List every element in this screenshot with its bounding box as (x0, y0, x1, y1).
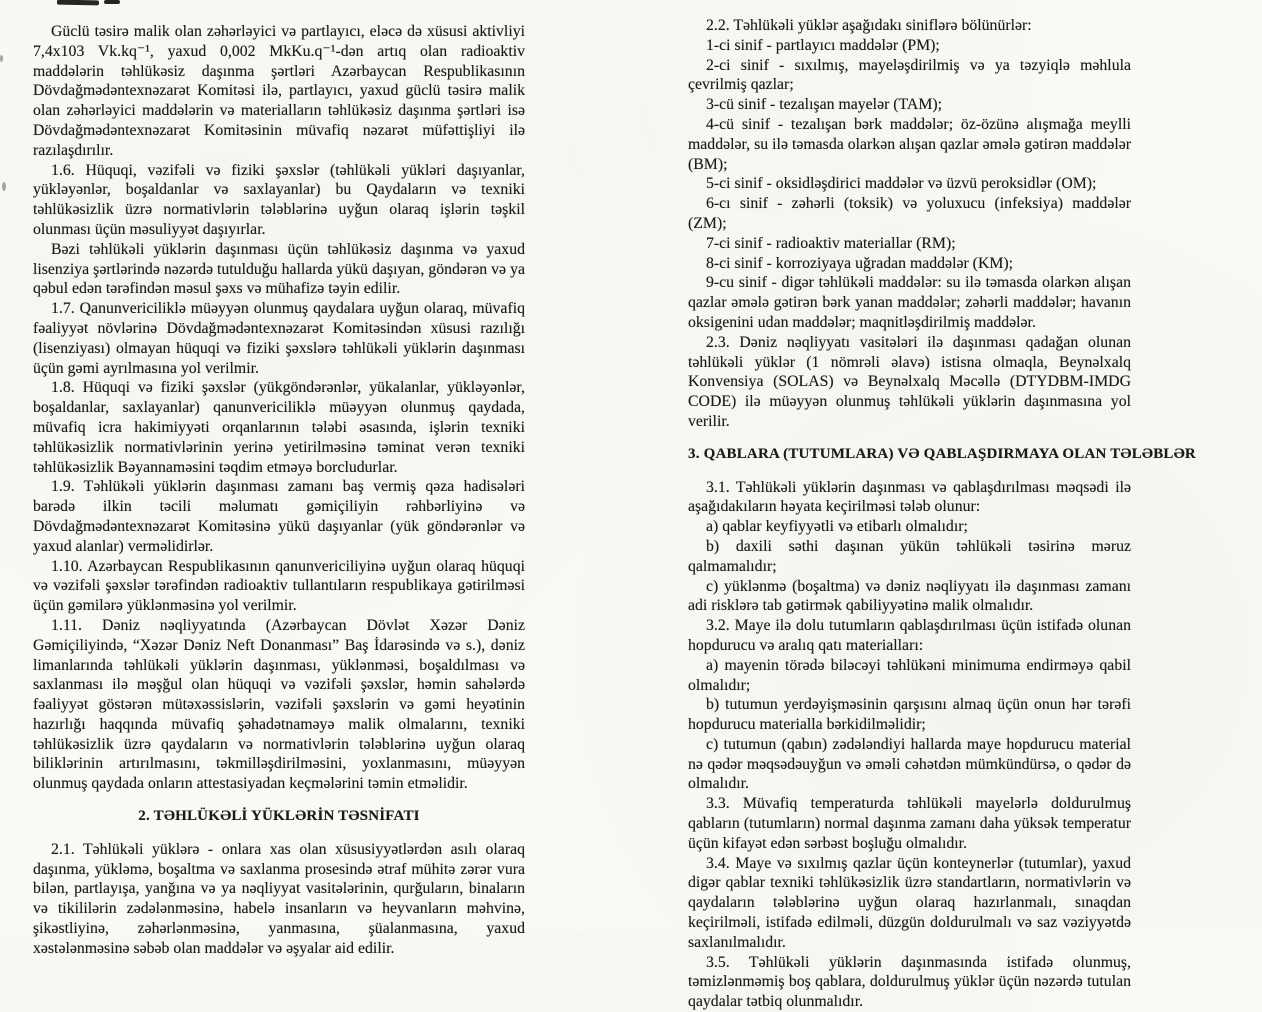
clause-3-1-b: b) daxili səthi daşınan yükün təhlükəli təsirinə məruz qalmamalıdır; (688, 537, 1131, 575)
paragraph-bezi: Bəzi təhlükəli yüklərin daşınması üçün təhlükəsiz daşınma və yaxud lisenziya şərtlərində nəzərdə tutulduğu hallarda yükü daşıyan, göndərən və ya qəbul edən tərəfindən məsul şəxs və mühafizə təyin edilir. (33, 240, 525, 298)
clause-3-2-a: a) mayenin törədə biləcəyi təhlükəni minimuma endirməyə qabil olmalıdır; (688, 656, 1131, 694)
clause-2-3: 2.3. Dəniz nəqliyyatı vasitələri ilə daşınması qadağan olunan təhlükəli yüklər (1 nömrəli əlavə) istisna olmaqla, Beynəlxalq Konvensiya (SOLAS) və Beynəlxalq Məcəllə (DTYDBM-IMDG CODE) ilə müəyyən olunmuş təhlükəli yüklərin daşınmasına yol verilir. (688, 333, 1131, 430)
class-item-9: 9-cu sinif - digər təhlükəli maddələr: su ilə təmasda olarkən alışan qazlar əmələ gətirən bərk yanan maddələr; zəhərli maddələr; havanın oksigenini udan maddələr; maqnitləşdirilmiş maddələr. (688, 274, 1131, 331)
section-heading-3: 3. QABLARA (TUTUMLARA) VƏ QABLAŞDIRMAYA OLAN TƏLƏBLƏR (688, 445, 1196, 462)
right-page-column (688, 16, 1196, 1012)
scan-speck (2, 182, 6, 191)
class-item-5: 5-ci sinif - oksidləşdirici maddələr və üzvü peroksidlər (OM); (706, 175, 1097, 193)
clause-3-2-b: b) tutumun yerdəyişməsinin qarşısını almaq üçün onun hər tərəfi hopdurucu materialla bərkidilməlidir; (688, 696, 1131, 734)
clause-2-1: 2.1. Təhlükəli yüklərə - onlara xas olan xüsusiyyətlərdən asılı olaraq daşınma, yükləmə, boşaltma və saxlanma prosesində ətraf mühitə zərər vura bilən, partlayışa, yanğına və ya nəqliyyat vasitələrinin, qurğuların, binaların və tikililərin zədələnməsinə, habelə insanların və heyvanların məhvinə, şikəstliyinə, zəhərlənməsinə, yanmasına, şüalanmasına, yaxud xəstələnməsinə səbəb olan maddələr və əşyalar aid edilir. (33, 840, 525, 957)
clause-3-2: 3.2. Maye ilə dolu tutumların qablaşdırılması üçün istifadə olunan hopdurucu və aralıq qatı materialları: (688, 617, 1131, 654)
clause-3-1-c: c) yüklənmə (boşaltma) və dəniz nəqliyyatı ilə daşınması zamanı adi risklərə tab gətirmək qabiliyyətinə malik olmalıdır. (688, 577, 1131, 615)
class-item-1: 1-ci sinif - partlayıcı maddələr (PM); (706, 36, 940, 54)
class-item-6: 6-cı sinif - zəhərli (toksik) və yoluxucu (infeksiya) maddələr (ZM); (688, 195, 1131, 232)
clause-2-2: 2.2. Təhlükəli yüklər aşağıdakı siniflərə bölünürlər: (706, 17, 1032, 34)
scan-artifact (57, 0, 99, 5)
clause-3-4: 3.4. Maye və sıxılmış qazlar üçün konteynerlər (tutumlar), yaxud digər qablar texniki təhlükəsizlik üzrə standartların, normativlərin və qaydaların tələblərinə uyğun olaraq hazırlanmalı, sınaqdan keçirilməli, istifadə edilməli, düzgün doldurulmalı və saz vəziyyətdə saxlanılmalıdır. (688, 854, 1131, 951)
clause-3-1: 3.1. Təhlükəli yüklərin daşınması və qablaşdırılması məqsədi ilə aşağıdakıların həyata keçirilməsi tələb olunur: (688, 478, 1131, 516)
clause-1-11: 1.11. Dəniz nəqliyyatında (Azərbaycan Dövlət Xəzər Dəniz Gəmiçiliyində, “Xəzər Dəniz Neft Donanması” Baş İdarəsində və s.), dəniz limanlarında təhlükəli yüklərin daşınması, yüklənməsi, boşaldılması və saxlanması ilə məşğul olan hüquqi və vəzifəli şəxslər, həmin sahələrdə fəaliyyət göstərən mütəxəssislərin, vəzifəli şəxslərin və gəmi heyətinin hazırlığı haqqında müvafiq şəhadətnaməyə malik olmalarını, texniki təhlükəsizlik üzrə qaydaların və normativlərin tələblərinə uyğun olaraq biliklərinin artırılmasını, təkmilləşdirilməsini, yoxlanmasını, müəyyən olunmuş qaydada onların attestasiyadan keçmələrini təmin etməlidir. (33, 616, 525, 793)
clause-3-2-c: c) tutumun (qabın) zədələndiyi hallarda maye hopdurucu material nə qədər məqsədəuyğun və əməli cəhətdən mümkündürsə, o qədər də olmalıdır. (688, 735, 1131, 793)
clause-1-6: 1.6. Hüquqi, vəzifəli və fiziki şəxslər (təhlükəli yükləri daşıyanlar, yükləyənlər, boşaldanlar və saxlayanlar) bu Qaydaların və texniki təhlükəsizlik üzrə normativlərin tələblərinə uyğun olaraq işlərin təşkil olunması üçün məsuliyyət daşıyırlar. (33, 161, 525, 238)
left-page-column (33, 22, 525, 959)
paragraph-intro-radioactive: Güclü təsirə malik olan zəhərləyici və partlayıcı, eləcə də xüsusi aktivliyi 7,4x103 Vk.kq⁻¹, yaxud 0,002 MkKu.q⁻¹-dən artıq olan radioaktiv maddələrin təhlükəsiz daşınma şərtləri Azərbaycan Respublikasının Dövdağmədəntexnəzarət Komitəsi ilə, partlayıcı, yaxud güclü təsirə malik olan zəhərləyici maddələrin və materialların təhlükəsiz daşınma şərtləri isə Dövdağmədəntexnəzarət Komitəsinin müvafiq nəzarət müfəttişliyi ilə razılaşdırılır. (33, 23, 525, 159)
clause-3-3: 3.3. Müvafiq temperaturda təhlükəli mayelərlə doldurulmuş qabların (tutumların) normal daşınma zamanı daha yüksək temperatur üçün kifayət edən sərbəst boşluğu olmalıdır. (688, 795, 1131, 852)
class-item-2: 2-ci sinif - sıxılmış, mayeləşdirilmiş və ya təzyiqlə məhlula çevrilmiş qazlar; (688, 56, 1131, 94)
clause-1-8: 1.8. Hüquqi və fiziki şəxslər (yükgöndərənlər, yükalanlar, yükləyənlər, boşaldanlar, saxlayanlar) qanunvericiliklə müəyyən olunmuş qaydada, müvafiq icra hakimiyyəti orqanlarının tələbi əsasında, işlərin texniki təhlükəsizlik normativlərinin yerinə yetirilməsinə təminat verən texniki təhlükəsizlik Bəyannaməsini təqdim etməyə borcludurlar. (33, 379, 525, 476)
clause-1-7: 1.7. Qanunvericiliklə müəyyən olunmuş qaydalara uyğun olaraq, müvafiq fəaliyyət növlərinə Dövdağmədəntexnəzarət Komitəsindən xüsusi razılığı (lisenziyası) olmayan hüquqi və fiziki şəxslərə təhlükəli yüklərin daşınması üçün gəmi ayrılmasına yol verilmir. (33, 300, 525, 377)
scan-artifact (104, 0, 120, 4)
class-item-8: 8-ci sinif - korroziyaya uğradan maddələr (KM); (706, 254, 1014, 272)
section-heading-2: 2. TƏHLÜKƏLİ YÜKLƏRİN TƏSNİFATI (138, 808, 420, 825)
clause-1-10: 1.10. Azərbaycan Respublikasının qanunvericiliyinə uyğun olaraq hüquqi və vəzifəli şəxslər tərəfindən radioaktiv tullantıların respublikaya gətirilməsi üçün gəmilərə yüklənməsinə yol verilmir. (33, 557, 525, 615)
clause-3-1-a: a) qablar keyfiyyətli və etibarlı olmalıdır; (706, 518, 968, 536)
scan-speck (0, 55, 3, 62)
clause-3-5: 3.5. Təhlükəli yüklərin daşınmasında istifadə olunmuş, təmizlənməmiş boş qablara, doldurulmuş yüklər üçün nəzərdə tutulan qaydalar tətbiq olunmalıdır. (688, 953, 1131, 1011)
class-item-3: 3-cü sinif - tezalışan mayelər (TAM); (706, 96, 943, 114)
class-item-7: 7-ci sinif - radioaktiv materiallar (RM); (706, 234, 956, 252)
clause-1-9: 1.9. Təhlükəli yüklərin daşınması zamanı baş vermiş qəza hadisələri barədə ilkin təcili məlumatı gəmiçiliyin rəhbərliyinə və Dövdağmədəntexnəzarət Komitəsinə yükü daşıyanlar (yük göndərənlər və yaxud alanlar) verməlidirlər. (33, 478, 525, 555)
class-item-4: 4-cü sinif - tezalışan bərk maddələr; öz-özünə alışmağa meylli maddələr, su ilə təmasda olarkən alışan qazlar əmələ gətirən maddələr (BM); (688, 115, 1131, 173)
